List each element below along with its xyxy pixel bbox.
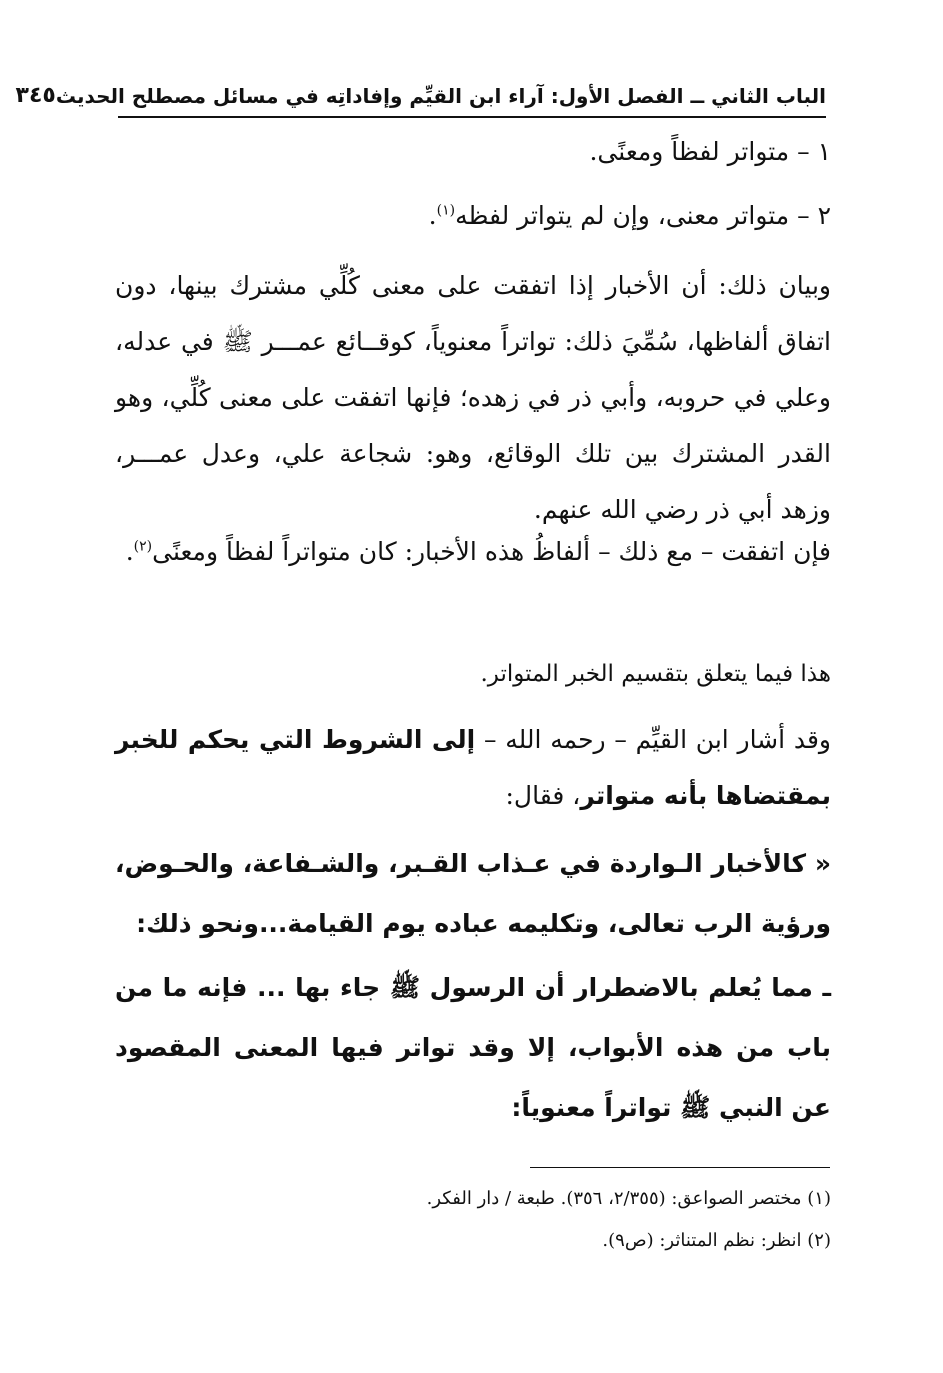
footnote-ref-1[interactable]: (١) bbox=[436, 202, 456, 219]
list-item-1: ١ – متواتر لفظاً ومعنًى. bbox=[589, 137, 831, 166]
running-header bbox=[15, 76, 826, 118]
paragraph-explanation: وبيان ذلك: أن الأخبار إذا اتفقت على معنى كُلِّي مشترك بينها، دون اتفاق ألفاظها، سُمِّيَ ذلك: تواتراً معنوياً، كوقــائع عمـــر ﷺ في عدله، وعلي في حروبه، وأبي ذر في زهده؛ فإنها اتفقت على معنى كُلِّي، وهو القدر المشترك بين تلك الوقائع، وهو: شجاعة علي، وعدل عمـــر، وزهد أبي ذر رضي الله عنهم. bbox=[115, 271, 831, 524]
footnote-2: (٢) انظر: نظم المتناثر: (ص٩). bbox=[602, 1230, 831, 1251]
list-item-2-end: . bbox=[428, 201, 437, 230]
paragraph-agreement bbox=[115, 524, 831, 580]
paragraph-agreement-end: . bbox=[125, 537, 134, 566]
footnote-1: (١) مختصر الصواعق: (٢/٣٥٥، ٣٥٦). طبعة / دار الفكر. bbox=[426, 1188, 831, 1209]
footnote-ref-2[interactable]: (٢) bbox=[133, 538, 153, 555]
list-item-2-text: ٢ – متواتر معنى، وإن لم يتواتر لفظه bbox=[455, 201, 831, 230]
quote-paragraph-1: « كالأخبار الـواردة في عـذاب القـبر، والشـفاعة، والحـوض، ورؤية الرب تعالى، وتكليمه عباده يوم القيامة...ونحو ذلك: bbox=[115, 849, 831, 938]
header-title: الباب الثاني ــ الفصل الأول: آراء ابن القيِّم وإفاداتِه في مسائل مصطلح الحديث bbox=[55, 84, 826, 108]
conditions-prefix: وقد أشار ابن القيِّم – رحمه الله – bbox=[475, 725, 831, 754]
quote-paragraph-2: ـ مما يُعلم بالاضطرار أن الرسول ﷺ جاء بها ... فإنه ما من باب من هذه الأبواب، إلا وقد تواتر فيها المعنى المقصود عن النبي ﷺ تواتراً معنوياً: bbox=[115, 973, 831, 1122]
footnote-divider bbox=[530, 1167, 830, 1168]
list-item-2 bbox=[115, 188, 831, 244]
conditions-suffix: ، فقال: bbox=[505, 781, 581, 810]
paragraph-summary: هذا فيما يتعلق بتقسيم الخبر المتواتر. bbox=[480, 661, 831, 687]
conditions-bold: إلى الشروط التي يحكم للخبر بمقتضاها بأنه متواتر bbox=[115, 725, 831, 810]
paragraph-conditions bbox=[115, 712, 831, 824]
paragraph-agreement-text: فإن اتفقت – مع ذلك – ألفاظُ هذه الأخبار: كان متواتراً لفظاً ومعنًى bbox=[152, 537, 831, 566]
page-number: ٣٤٥ bbox=[15, 83, 56, 108]
